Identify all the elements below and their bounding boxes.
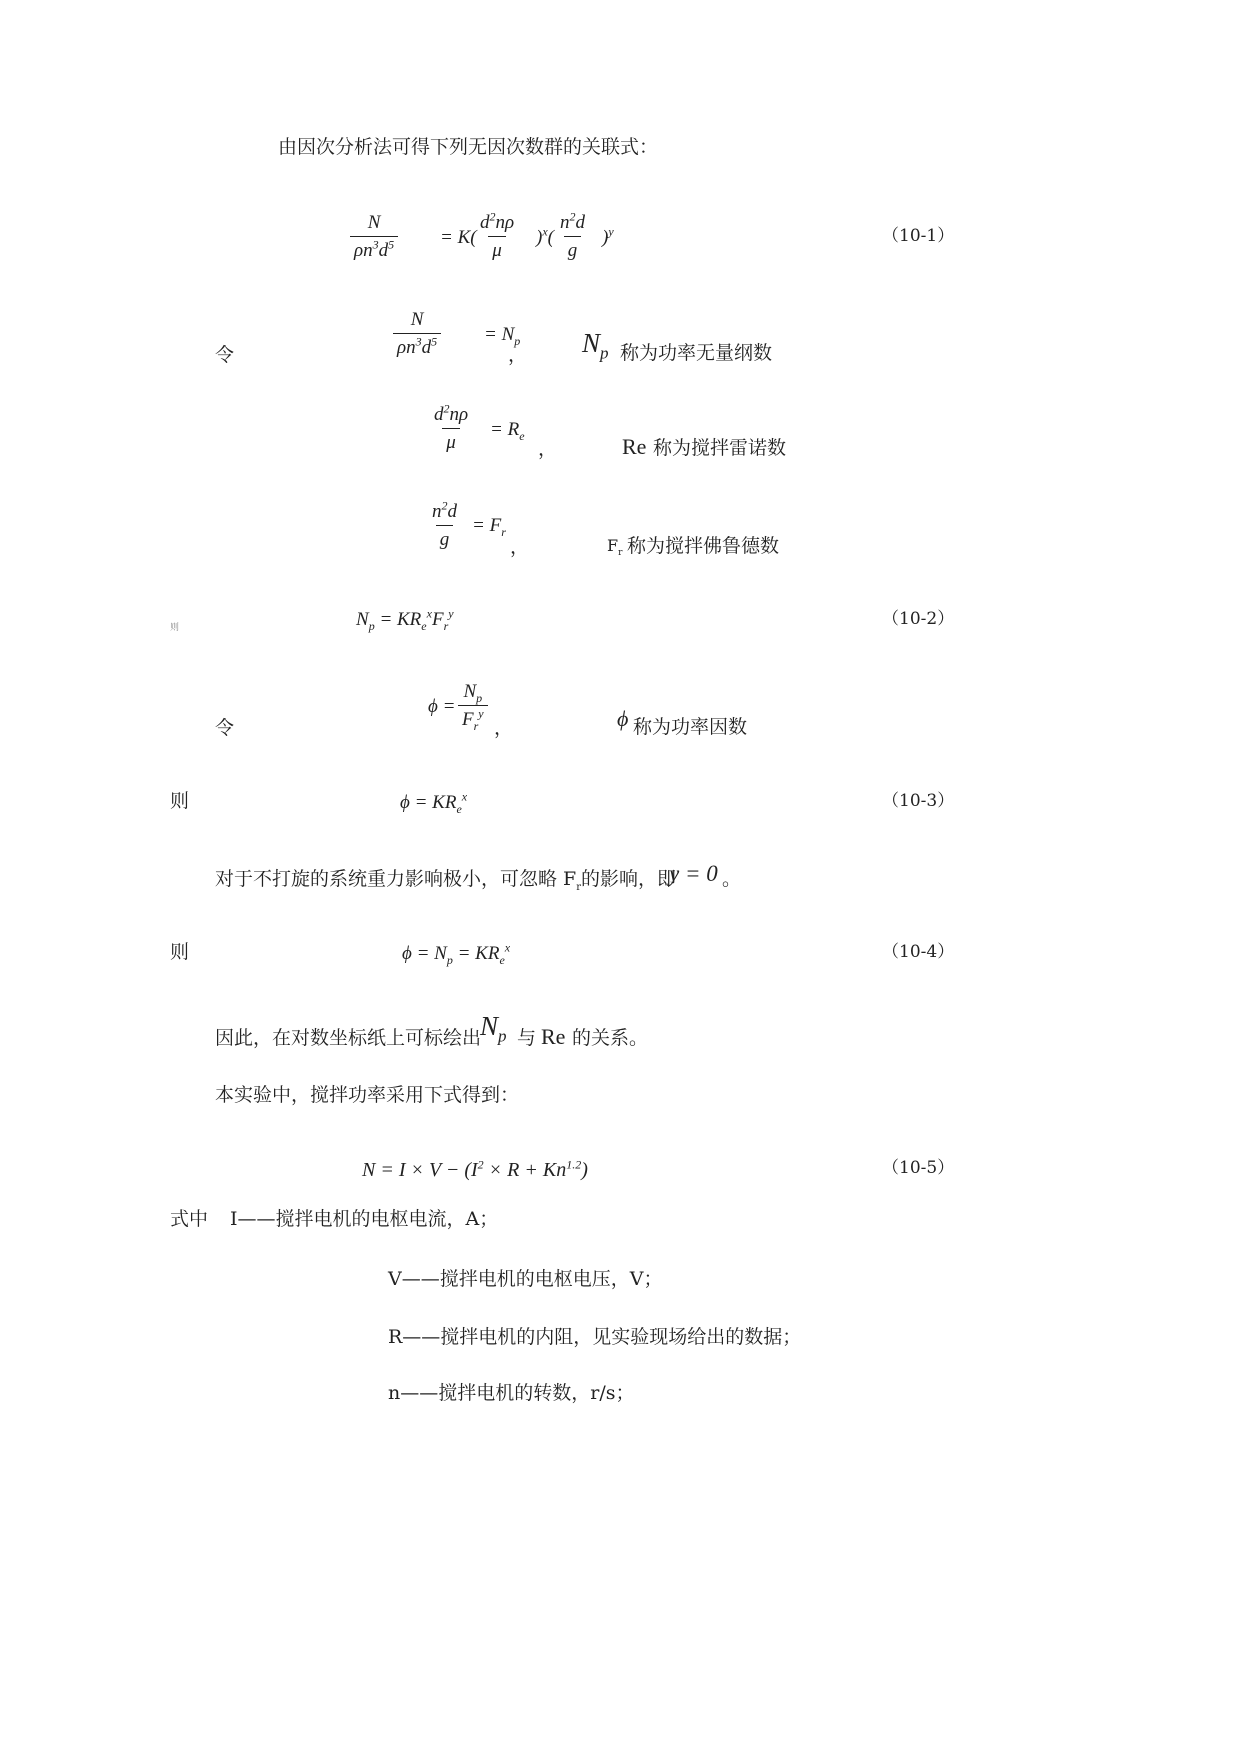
intro-text: 由因次分析法可得下列无因次数群的关联式：: [278, 136, 659, 158]
definition-voltage: V——搅拌电机的电枢电压，V；: [388, 1268, 663, 1290]
comma-3: ，: [510, 536, 530, 558]
np-description: 称为功率无量纲数: [620, 342, 773, 364]
re-description: 称为搅拌雷诺数: [653, 437, 787, 459]
definition-current: I——搅拌电机的电枢电流，A；: [230, 1208, 499, 1230]
comma-2: ，: [538, 438, 558, 460]
equation-label-10-4: 则: [170, 941, 190, 963]
fraction-reynolds: $\frac{d^2n\rho}{\mu}$: [480, 209, 515, 261]
paragraph-plot-mid: 与: [517, 1027, 537, 1049]
np-symbol: $N_p$: [582, 328, 609, 363]
comma-4: ，: [494, 717, 514, 739]
equation-10-2: $N_p = KR_e^xF_r^y$: [356, 606, 454, 633]
equation-number-10-3: （10-3）: [882, 791, 955, 811]
equation-number-10-5: （10-5）: [882, 1158, 955, 1178]
re-symbol-inline: Re: [541, 1024, 566, 1049]
fraction-re-def: $\frac{d^2n\rho}{\mu}$: [434, 401, 469, 453]
equation-number-10-1: （10-1）: [882, 226, 955, 246]
paragraph-power-method: 本实验中，搅拌功率采用下式得到：: [215, 1084, 520, 1106]
np-symbol-inline: $N_p$: [480, 1011, 507, 1046]
definition-speed: n——搅拌电机的转数，r/s；: [388, 1382, 635, 1404]
fraction-fr-def: $\frac{n^2d}{g}$: [432, 498, 457, 550]
equation-label-10-3: 则: [170, 790, 190, 812]
let-word-2: 令: [215, 717, 235, 739]
fr-definition: = $F_r$: [472, 515, 506, 539]
phi-symbol: ϕ: [617, 706, 629, 731]
equation-10-3: $\phi = KR_e^x$: [400, 789, 468, 816]
fraction-froude: $\frac{n^2d}{g}$: [560, 209, 585, 261]
equation-number-10-2: （10-2）: [882, 609, 955, 629]
fraction-power-lhs: $\frac{N}{\rho n^3d^5}$: [350, 213, 398, 260]
re-definition: = $R_e$: [490, 419, 525, 443]
paragraph-plot-end: 的关系。: [572, 1027, 649, 1049]
re-symbol: Re: [622, 434, 647, 459]
definitions-label: 式中: [170, 1208, 209, 1230]
phi-definition-lhs: ϕ =: [428, 696, 456, 717]
paragraph-plot: 因此，在对数坐标纸上可标绘出: [215, 1027, 482, 1049]
paragraph-gravity: 对于不打旋的系统重力影响极小，可忽略 $F_r$的影响，即: [215, 868, 677, 893]
equation-number-10-4: （10-4）: [882, 942, 955, 962]
phi-description: 称为功率因数: [633, 716, 748, 738]
fraction-phi-def: $N_p$ $F_r^y$: [458, 682, 488, 729]
definition-resistance: R——搅拌电机的内阻，见实验现场给出的数据；: [388, 1326, 802, 1348]
let-word-1: 令: [215, 344, 235, 366]
y-equals-zero: y = 0: [669, 861, 718, 886]
paragraph-gravity-end: 。: [722, 868, 742, 890]
np-definition: = $N_p$: [484, 324, 521, 348]
comma-1: ，: [508, 344, 528, 366]
fr-description: 称为搅拌佛鲁德数: [627, 535, 780, 557]
equation-label-10-2: 则: [170, 623, 180, 633]
fr-symbol: $F_r$: [607, 536, 623, 559]
fraction-np-def: $\frac{N}{\rho n^3d^5}$: [393, 310, 441, 357]
equation-10-4: $\phi = N_p = KR_e^x$: [402, 940, 511, 967]
equation-10-5: $N = I \times V - (I^2 \times R + Kn^{1.2})$: [362, 1157, 588, 1181]
